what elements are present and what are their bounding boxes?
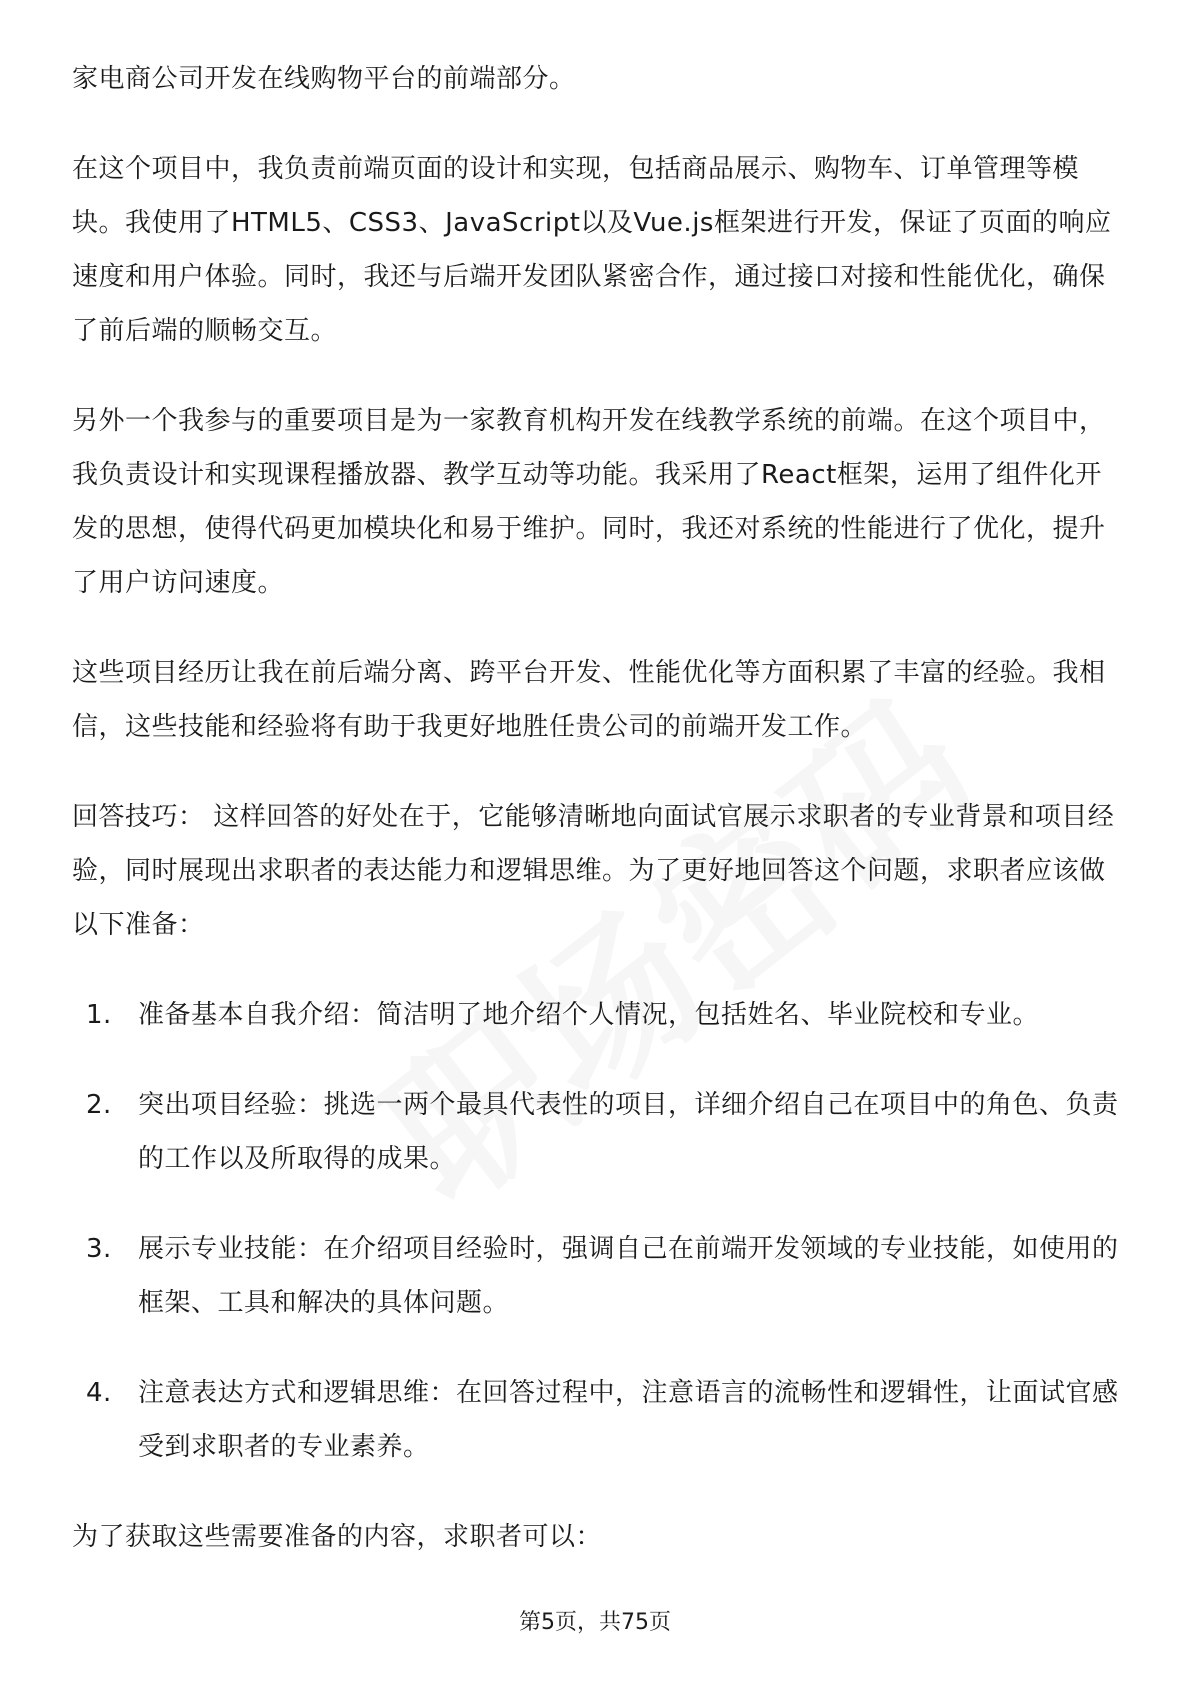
list-item-number: 2.	[86, 1090, 112, 1120]
list-item	[86, 1366, 1122, 1474]
list-item-number: 4.	[86, 1378, 112, 1408]
list-item	[86, 988, 1122, 1042]
paragraph-ecommerce-project: 在这个项目中，我负责前端页面的设计和实现，包括商品展示、购物车、订单管理等模块。我使用了HTML5、CSS3、JavaScript以及Vue.js框架进行开发，保证了页面的响应速度和用户体验。同时，我还与后端开发团队紧密合作，通过接口对接和性能优化，确保了前后端的顺畅交互。	[72, 154, 1112, 346]
paragraph-education-project: 另外一个我参与的重要项目是为一家教育机构开发在线教学系统的前端。在这个项目中，我负责设计和实现课程播放器、教学互动等功能。我采用了React框架，运用了组件化开发的思想，使得代码更加模块化和易于维护。同时，我还对系统的性能进行了优化，提升了用户访问速度。	[72, 406, 1106, 598]
list-item	[86, 1078, 1122, 1186]
list-item-text: 注意表达方式和逻辑思维：在回答过程中，注意语言的流畅性和逻辑性，让面试官感受到求职者的专业素养。	[138, 1378, 1119, 1462]
list-item-text: 突出项目经验：挑选一两个最具代表性的项目，详细介绍自己在项目中的角色、负责的工作以及所取得的成果。	[138, 1090, 1119, 1174]
list-item-number: 1.	[86, 1000, 112, 1030]
list-item-text: 准备基本自我介绍：简洁明了地介绍个人情况，包括姓名、毕业院校和专业。	[138, 1000, 1040, 1030]
paragraph-answer-tips: 回答技巧： 这样回答的好处在于，它能够清晰地向面试官展示求职者的专业背景和项目经验，同时展现出求职者的表达能力和逻辑思维。为了更好地回答这个问题，求职者应该做以下准备：	[72, 802, 1115, 940]
paragraph-intro-end: 家电商公司开发在线购物平台的前端部分。	[72, 64, 576, 94]
page-content	[72, 52, 1122, 1600]
paragraph-closing: 为了获取这些需要准备的内容，求职者可以：	[72, 1522, 603, 1552]
tips-list	[72, 988, 1122, 1474]
paragraph-experience-summary: 这些项目经历让我在前后端分离、跨平台开发、性能优化等方面积累了丰富的经验。我相信，这些技能和经验将有助于我更好地胜任贵公司的前端开发工作。	[72, 658, 1106, 742]
page-number-footer: 第5页，共75页	[519, 1610, 671, 1635]
list-item-text: 展示专业技能：在介绍项目经验时，强调自己在前端开发领域的专业技能，如使用的框架、工具和解决的具体问题。	[138, 1234, 1119, 1318]
list-item-number: 3.	[86, 1234, 112, 1264]
list-item	[86, 1222, 1122, 1330]
